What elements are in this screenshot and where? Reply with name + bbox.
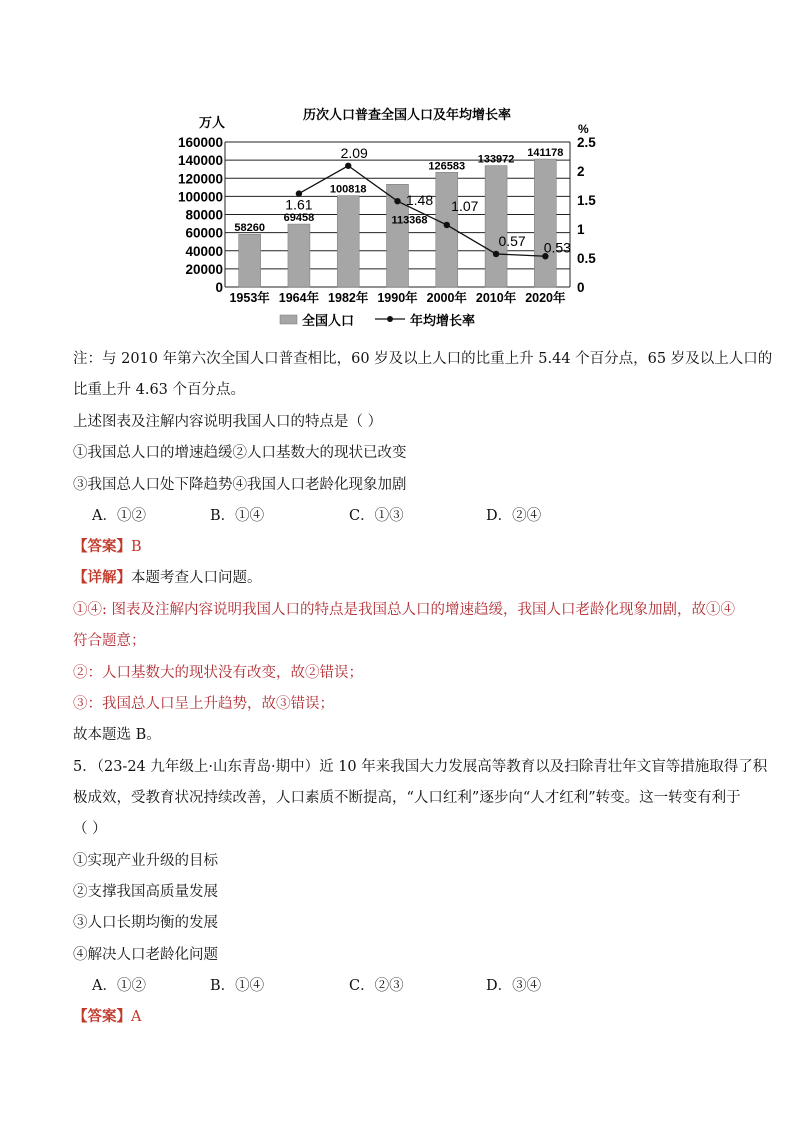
q5-item-3: ③人口长期均衡的发展 bbox=[73, 915, 218, 931]
q5-option-c: C．②③ bbox=[349, 978, 404, 994]
note-line-2: 比重上升 4.63 个百分点。 bbox=[73, 382, 246, 398]
growth-rate-point bbox=[394, 198, 400, 204]
bar bbox=[288, 224, 310, 287]
legend-line-label: 年均增长率 bbox=[410, 313, 476, 328]
q5-stem-line-3: （ ） bbox=[73, 821, 107, 837]
left-axis-unit: 万人 bbox=[199, 115, 226, 130]
q4-option-c: C．①③ bbox=[349, 508, 404, 524]
growth-rate-label: 1.61 bbox=[285, 196, 313, 213]
q5-item-1: ①实现产业升级的目标 bbox=[73, 853, 218, 869]
q4-option-a: A．①② bbox=[92, 508, 146, 524]
left-tick-label: 140000 bbox=[177, 153, 223, 169]
q5-answer bbox=[73, 1007, 141, 1027]
growth-rate-label: 0.57 bbox=[498, 232, 526, 249]
q4-items-line-2: ③我国总人口处下降趋势④我国人口老龄化现象加剧 bbox=[73, 477, 407, 493]
left-tick-label: 20000 bbox=[185, 261, 223, 277]
legend-bar-label: 全国人口 bbox=[302, 313, 355, 328]
growth-rate-label: 2.09 bbox=[340, 144, 368, 161]
bar bbox=[239, 234, 261, 287]
bar-value-label: 113368 bbox=[391, 214, 428, 227]
explanation-3: ③：我国总人口呈上升趋势，故③错误； bbox=[73, 696, 334, 712]
right-tick-label: 0 bbox=[577, 280, 585, 295]
category-label: 2010年 bbox=[475, 291, 517, 305]
right-tick-label: 1 bbox=[577, 222, 585, 237]
answer-value: B bbox=[131, 539, 142, 555]
left-tick-label: 0 bbox=[215, 280, 223, 295]
bar-value-label: 126583 bbox=[428, 160, 466, 173]
q5-option-a: A．①② bbox=[92, 978, 146, 994]
right-tick-label: 0.5 bbox=[577, 251, 596, 266]
answer-tag: 【答案】 bbox=[73, 1008, 131, 1025]
detail-tag: 【详解】 bbox=[73, 569, 131, 586]
q5-option-b: B．①④ bbox=[210, 978, 265, 994]
chart-title: 历次人口普查全国人口及年均增长率 bbox=[302, 107, 512, 122]
right-axis-unit: % bbox=[578, 122, 589, 136]
bar-value-label: 141178 bbox=[527, 147, 564, 160]
bar bbox=[534, 159, 556, 287]
q4-conclusion: 故本题选 B。 bbox=[73, 727, 161, 743]
q5-item-2: ②支撑我国高质量发展 bbox=[73, 884, 218, 900]
q5-stem-line-1: 5．（23-24 九年级上·山东青岛·期中）近 10 年来我国大力发展高等教育以及扫除青壮年文盲等措施取得了积 bbox=[73, 759, 768, 775]
note-line-1: 注：与 2010 年第六次全国人口普查相比，60 岁及以上人口的比重上升 5.44 个百分点，65 岁及以上人口的 bbox=[73, 351, 773, 367]
right-tick-label: 2.5 bbox=[577, 135, 596, 150]
bar bbox=[337, 196, 359, 287]
growth-rate-label: 1.07 bbox=[451, 197, 479, 214]
detail-text: 本题考查人口问题。 bbox=[131, 570, 262, 586]
bar-value-label: 100818 bbox=[329, 183, 367, 196]
growth-rate-point bbox=[345, 163, 351, 169]
answer-value: A bbox=[131, 1009, 142, 1025]
growth-rate-point bbox=[493, 251, 499, 257]
q5-item-4: ④解决人口老龄化问题 bbox=[73, 947, 218, 963]
growth-rate-label: 1.48 bbox=[405, 192, 434, 209]
left-tick-label: 160000 bbox=[177, 135, 223, 150]
category-label: 1964年 bbox=[278, 291, 320, 305]
left-tick-label: 40000 bbox=[185, 243, 223, 259]
explanation-1-line-2: 符合题意； bbox=[73, 633, 146, 649]
bar-value-label: 58260 bbox=[234, 222, 265, 235]
growth-rate-point bbox=[444, 222, 450, 228]
right-tick-label: 2 bbox=[577, 164, 585, 179]
q5-option-d: D．③④ bbox=[486, 978, 542, 994]
legend-line-marker bbox=[387, 316, 393, 322]
left-tick-label: 120000 bbox=[177, 171, 223, 187]
category-label: 1990年 bbox=[377, 291, 418, 305]
q5-stem-line-2: 极成效，受教育状况持续改善，人口素质不断提高，“人口红利”逐步向“人才红利”转变。这一转变有利于 bbox=[73, 790, 741, 806]
left-tick-label: 100000 bbox=[177, 189, 223, 205]
left-tick-label: 80000 bbox=[185, 207, 223, 223]
category-label: 1982年 bbox=[328, 291, 369, 305]
bar-value-label: 133972 bbox=[477, 153, 515, 166]
growth-rate-label: 0.53 bbox=[543, 239, 571, 256]
chart-svg bbox=[170, 100, 630, 340]
q4-items-line-1: ①我国总人口的增速趋缓②人口基数大的现状已改变 bbox=[73, 445, 407, 461]
category-label: 1953年 bbox=[229, 291, 270, 305]
q4-option-b: B．①④ bbox=[210, 508, 265, 524]
answer-tag: 【答案】 bbox=[73, 538, 131, 555]
population-chart bbox=[170, 100, 630, 340]
category-label: 2000年 bbox=[426, 291, 467, 305]
left-tick-label: 60000 bbox=[185, 225, 223, 241]
category-label: 2020年 bbox=[525, 291, 566, 305]
q4-stem: 上述图表及注解内容说明我国人口的特点是（ ） bbox=[73, 414, 383, 430]
q4-detail bbox=[73, 568, 262, 588]
q4-option-d: D．②④ bbox=[486, 508, 542, 524]
bar-value-label: 69458 bbox=[283, 212, 315, 225]
explanation-2: ②：人口基数大的现状没有改变，故②错误； bbox=[73, 665, 363, 681]
bar bbox=[485, 166, 507, 287]
legend-bar-swatch bbox=[280, 315, 297, 324]
explanation-1-line-1: ①④: 图表及注解内容说明我国人口的特点是我国总人口的增速趋缓，我国人口老龄化现象加剧，故①④ bbox=[73, 602, 735, 618]
right-tick-label: 1.5 bbox=[577, 193, 596, 208]
q4-answer bbox=[73, 537, 142, 557]
